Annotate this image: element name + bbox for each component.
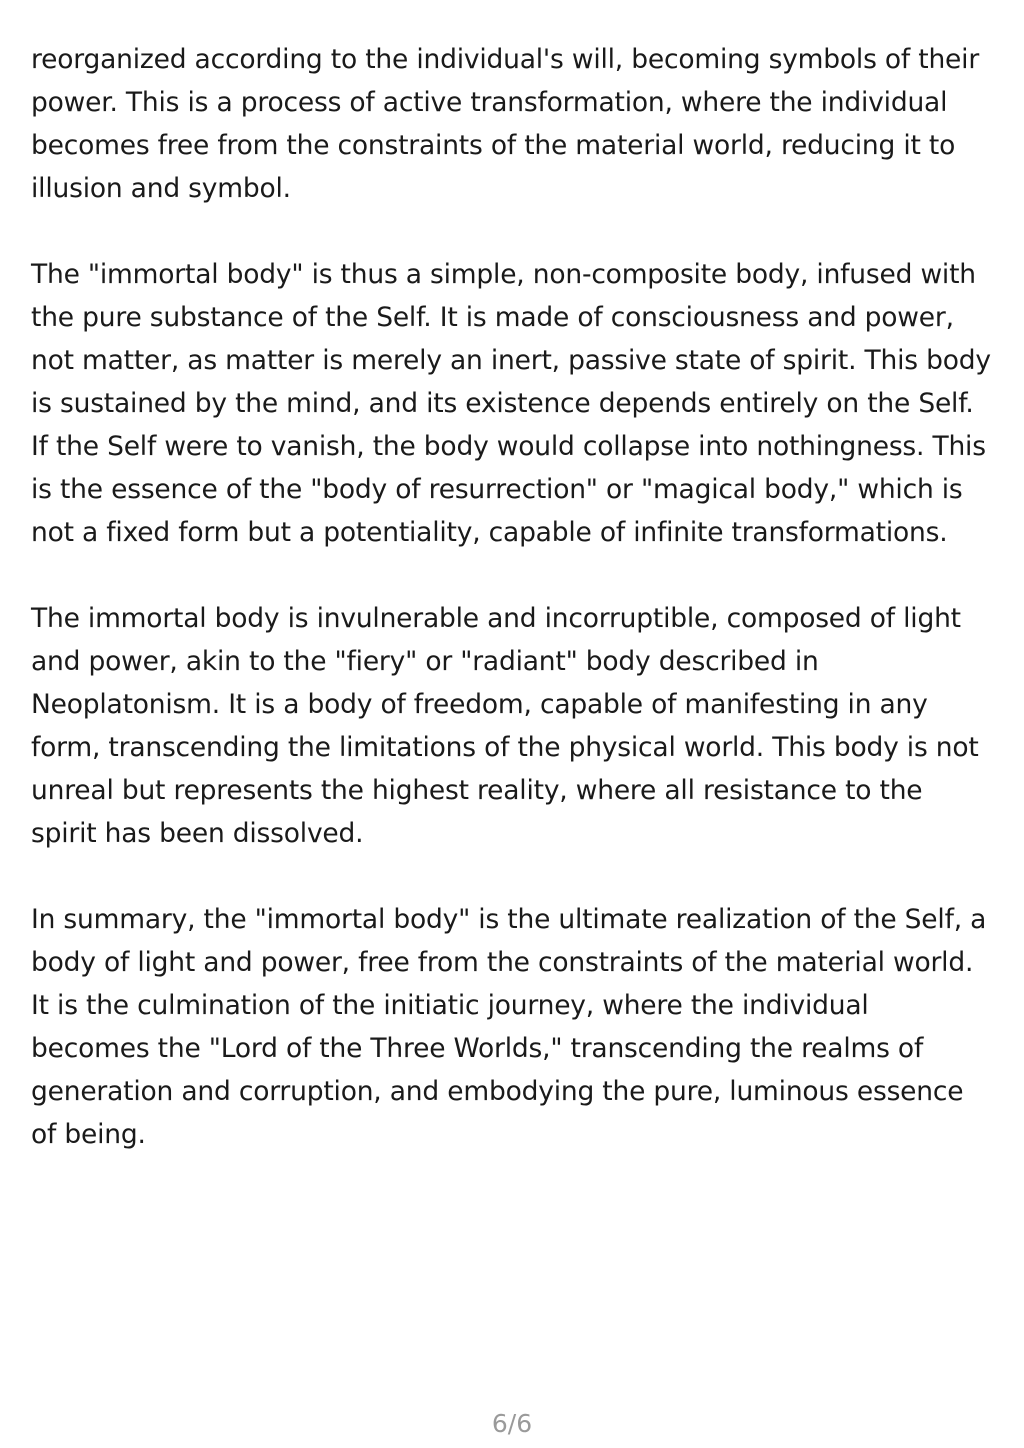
document-body [31,38,991,1156]
paragraph: In summary, the "immortal body" is the ultimate realization of the Self, a body of light and power, free from the constraints of the material world. It is the culmination of the initiatic journey, where the individual becomes the "Lord of the Three Worlds," transcending the realms of generation and corruption, and embodying the pure, luminous essence of being. [31,904,987,1150]
paragraph: reorganized according to the individual's will, becoming symbols of their power. This is a process of active transformation, where the individual becomes free from the constraints of the material world, reducing it to illusion and symbol. [31,44,980,204]
page-number: 6/6 [491,1409,533,1438]
paragraph: The immortal body is invulnerable and incorruptible, composed of light and power, akin to the "fiery" or "radiant" body described in Neoplatonism. It is a body of freedom, capable of manifesting in any form, transcending the limitations of the physical world. This body is not unreal but represents the highest reality, where all resistance to the spirit has been dissolved. [31,603,979,849]
paragraph: The "immortal body" is thus a simple, non-composite body, infused with the pure substance of the Self. It is made of consciousness and power, not matter, as matter is merely an inert, passive state of spirit. This body is sustained by the mind, and its existence depends entirely on the Self. If the Self were to vanish, the body would collapse into nothingness. This is the essence of the "body of resurrection" or "magical body," which is not a fixed form but a potentiality, capable of infinite transformations. [31,259,991,548]
